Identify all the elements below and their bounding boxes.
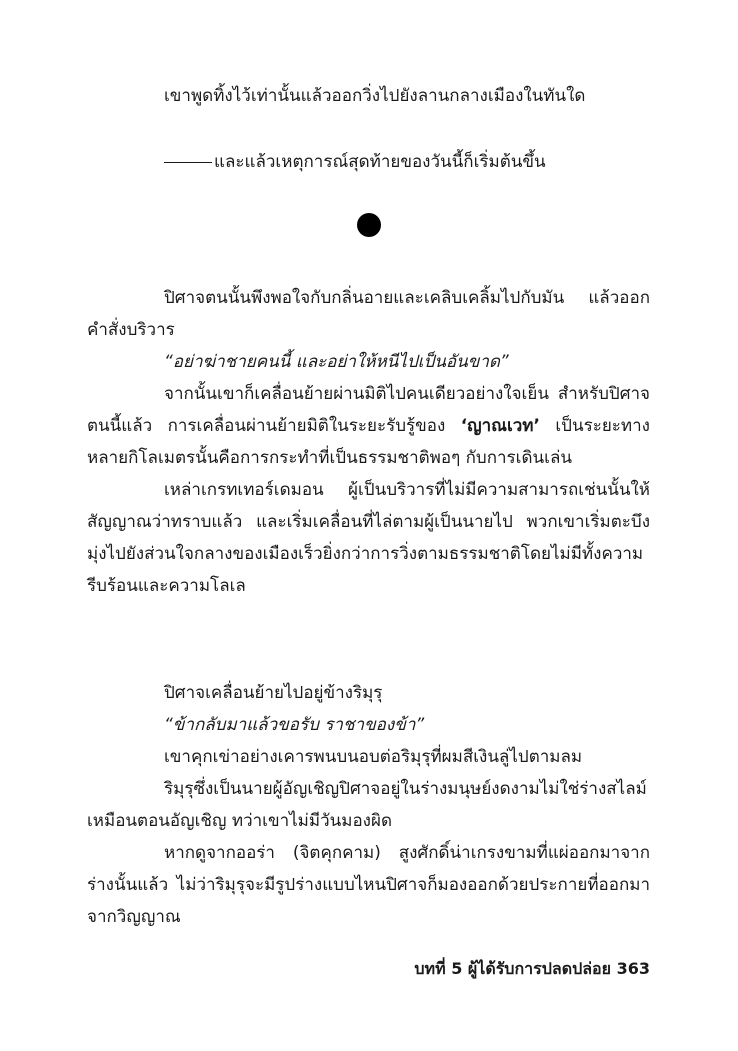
section1-paragraph-1: ปิศาจตนนั้นพึงพอใจกับกลิ่นอายและเคลิบเคลิ้มไปกับมัน แล้วออกคำสั่งบริวาร [87, 288, 650, 340]
section1-p3-after: เป็นระยะทางหลายกิโลเมตรนั้นคือการกระทำที่เป็นธรรมชาติพอๆ กับการเดินเล่น [87, 416, 650, 468]
section2-paragraph-5: หากดูจากออร่า (จิตคุกคาม) สูงศักดิ์น่าเกรงขามที่แผ่ออกมาจากร่างนั้นแล้ว ไม่ว่าริมุรุจะมีรูปร่างแบบไหนปิศาจก็มองออกด้วยประกายที่ออกมาจากวิญญาณ [87, 843, 650, 927]
term-nyanawet: ‘ญาณเวท’ [460, 416, 540, 436]
opening-paragraph-1: เขาพูดทิ้งไว้เท่านั้นแล้วออกวิ่งไปยังลานกลางเมืองในทันใด [164, 86, 586, 106]
section1-paragraph-4: เหล่าเกรทเทอร์เดมอน ผู้เป็นบริวารที่ไม่มีความสามารถเช่นนั้นให้สัญญาณว่าทราบแล้ว และเริ่มเคลื่อนที่ไล่ตามผู้เป็นนายไป พวกเขาเริ่มตะบึงมุ่งไปยังส่วนใจกลางของเมืองเร็วยิ่งกว่าการวิ่งตามธรรมชาติโดยไม่มีทั้งความรีบร้อนและความโลเล [87, 480, 650, 596]
section1-paragraph-3 [87, 378, 650, 474]
section2-dialogue: “ข้ากลับมาแล้วขอรับ ราชาของข้า” [164, 715, 425, 735]
section-1 [87, 282, 650, 602]
scene-break-dot [357, 213, 381, 237]
opening-block-2 [87, 146, 650, 178]
em-dash-rule [164, 162, 212, 163]
running-footer: บทที่ 5 ผู้ได้รับการปลดปล่อย 363 [414, 959, 650, 978]
opening-block [87, 80, 650, 112]
opening-paragraph-2 [87, 146, 650, 178]
section2-paragraph-1: ปิศาจเคลื่อนย้ายไปอยู่ข้างริมุรุ [164, 683, 383, 703]
section2-paragraph-3: เขาคุกเข่าอย่างเคารพนบนอบต่อริมุรุที่ผมสีเงินลู่ไปตามลม [164, 747, 583, 767]
section1-dialogue: “อย่าฆ่าชายคนนี้ และอย่าให้หนีไปเป็นอันขาด” [164, 352, 509, 372]
section-2 [87, 677, 650, 933]
section1-p3-before: จากนั้นเขาก็เคลื่อนย้ายผ่านมิติไปคนเดียวอย่างใจเย็น สำหรับปิศาจตนนี้แล้ว การเคลื่อนผ่านย้ายมิติในระยะรับรู้ของ [87, 384, 650, 436]
section2-paragraph-4: ริมุรุซึ่งเป็นนายผู้อัญเชิญปิศาจอยู่ในร่างมนุษย์งดงามไม่ใช่ร่างสไลม์เหมือนตอนอัญเชิญ ทว่าเขาไม่มีวันมองผิด [87, 779, 647, 831]
opening-line-2-text: และแล้วเหตุการณ์สุดท้ายของวันนี้ก็เริ่มต้นขึ้น [214, 152, 546, 172]
